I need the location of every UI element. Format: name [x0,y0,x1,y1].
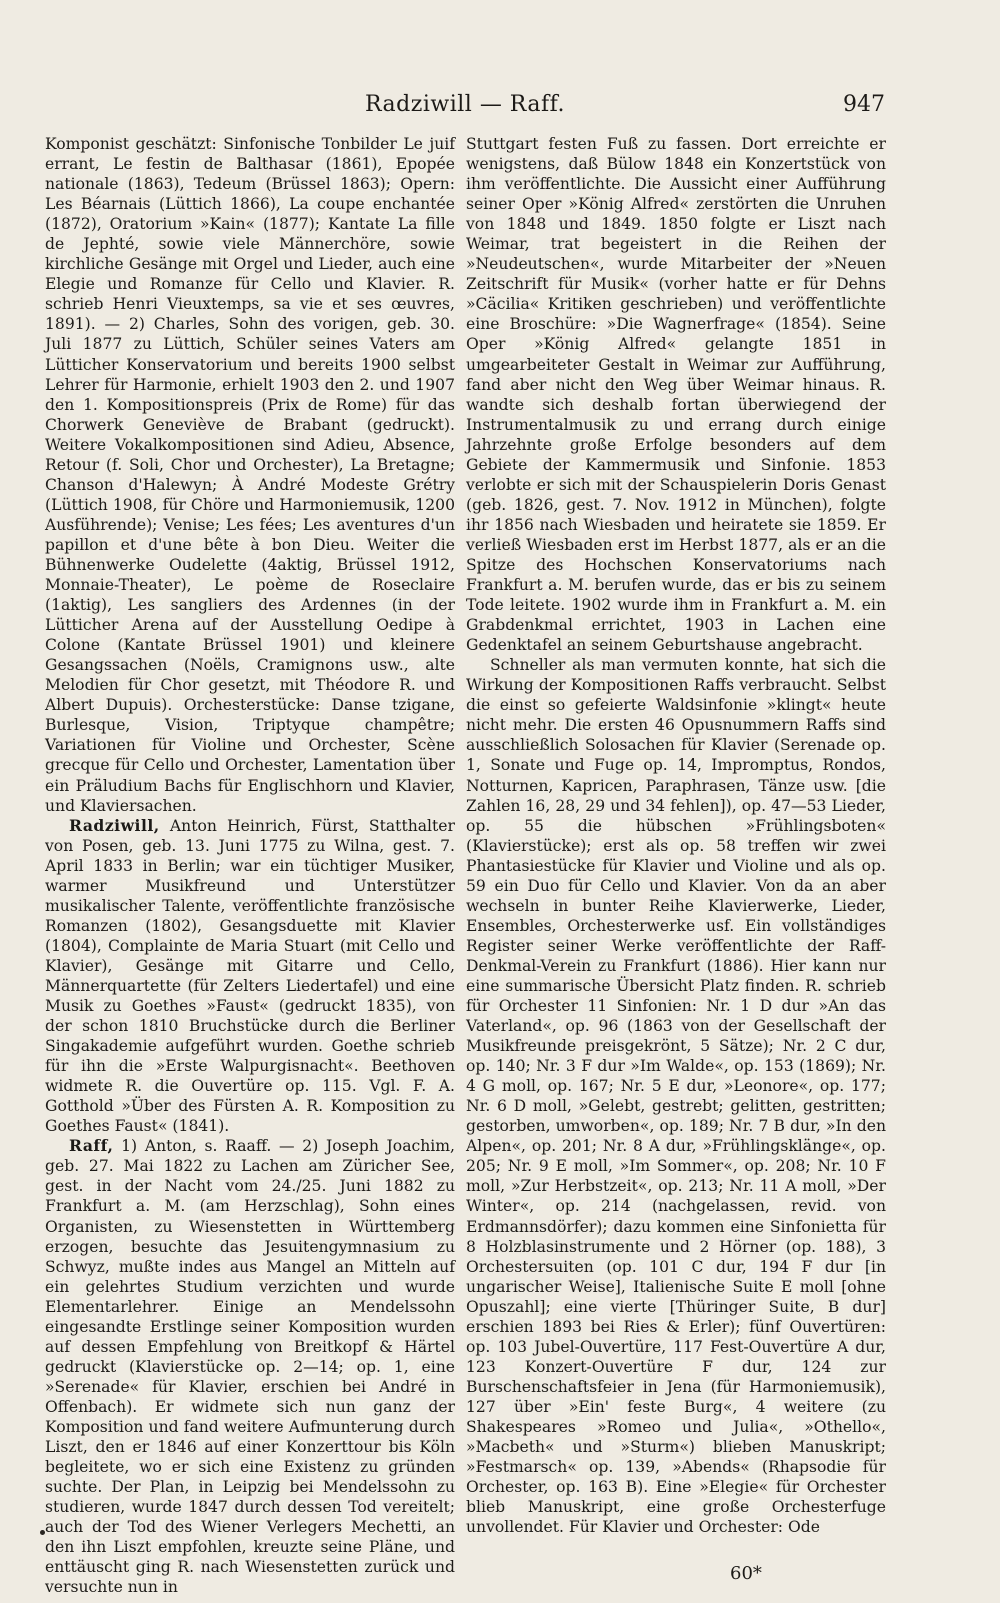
paragraph-text: Anton Heinrich, Fürst, Statthalter von Posen, geb. 13. Juni 1775 zu Wilna, gest. 7. April 1833 in Berlin; war ein tüchtiger Musiker, warmer Musikfreund und Unterstützer musikalischer Talente, veröffentlichte französische Romanzen (1802), Gesangsduette mit Klavier (1804), Complainte de Maria Stuart (mit Cello und Klavier), Gesänge mit Gitarre und Cello, Männerquartette (für Zelters Liedertafel) und eine Musik zu Goethes »Faust« (gedruckt 1835), von der schon 1810 Bruchstücke durch die Berliner Singakademie aufgeführt wurden. Goethe schrieb für ihn die »Erste Walpurgisnacht«. Beethoven widmete R. die Ouvertüre op. 115. Vgl. F. A. Gotthold »Über des Fürsten A. R. Komposition zu Goethes Faust« (1841). [45,816,455,1136]
page-header [45,92,885,122]
paragraph-text: 1) Anton, s. Raaff. — 2) Joseph Joachim, geb. 27. Mai 1822 zu Lachen am Züricher See, gest. in der Nacht vom 24./25. Juni 1882 zu Frankfurt a. M. (am Herzschlag), Sohn eines Organisten, zu Wiesenstetten in Württemberg erzogen, besuchte das Jesuitengymnasium zu Schwyz, mußte indes aus Mangel an Mitteln auf ein gelehrtes Studium verzichten und wurde Elementarlehrer. Einige an Mendelssohn eingesandte Erstlinge seiner Komposition wurden auf dessen Empfehlung von Breitkopf & Härtel gedruckt (Klavierstücke op. 2—14; op. 1, eine »Serenade« für Klavier, erschien bei André in Offenbach). Er widmete sich nun ganz der Komposition und fand weitere Aufmunterung durch Liszt, den er 1846 auf einer Konzerttour bis Köln begleitete, wo er sich eine Existenz zu gründen suchte. Der Plan, in Leipzig bei Mendelssohn zu studieren, wurde 1847 durch dessen Tod vereitelt; auch der Tod des Wiener Verlegers Mechetti, an den ihn Liszt empfohlen, kreuzte seine Pläne, und enttäuscht ging R. nach Wiesenstetten zurück und versuchte nun in [45,1137,455,1597]
left-column [45,134,455,1597]
running-title: Radziwill — Raff. [364,92,565,117]
column-divider [456,134,457,1534]
entry-raff-continued [466,134,886,655]
entry-headword: Radziwill, [69,815,160,835]
paragraph-text: Schneller als man vermuten konnte, hat sich die Wirkung der Kompositionen Raffs verbraucht. Selbst die einst so gefeierte Waldsinfonie »klingt« heute nicht mehr. Die ersten 46 Opusnummern Raffs sind ausschließlich Solosachen für Klavier (Serenade op. 1, Sonate und Fuge op. 14, Impromptus, Rondos, Notturnen, Kapricen, Paraphrasen, Tänze usw. [die Zahlen 16, 28, 29 und 34 fehlen]), op. 47—53 Lieder, op. 55 die hübschen »Frühlingsboten« (Klavierstücke); erst als op. 58 treffen wir zwei Phantasiestücke für Klavier und Violine und als op. 59 ein Duo für Cello und Klavier. Von da an aber wechseln in bunter Reihe Klavierwerke, Lieder, Ensembles, Orchesterwerke usf. Ein vollständiges Register seiner Werke veröffentlichte der Raff-Denkmal-Verein zu Frankfurt (1886). Hier kann nur eine summarische Übersicht Platz finden. R. schrieb für Orchester 11 Sinfonien: Nr. 1 D dur »An das Vaterland«, op. 96 (1863 von der Gesellschaft der Musikfreunde preisgekrönt, 5 Sätze); Nr. 2 C dur, op. 140; Nr. 3 F dur »Im Walde«, op. 153 (1869); Nr. 4 G moll, op. 167; Nr. 5 E dur, »Leonore«, op. 177; Nr. 6 D moll, »Gelebt, gestrebt; gelitten, gestritten; gestorben, umworben«, op. 189; Nr. 7 B dur, »In den Alpen«, op. 201; Nr. 8 A dur, »Frühlingsklänge«, op. 205; Nr. 9 E moll, »Im Sommer«, op. 208; Nr. 10 F moll, »Zur Herbstzeit«, op. 213; Nr. 11 A moll, »Der Winter«, op. 214 (nachgelassen, revid. von Erdmannsdörfer); dazu kommen eine Sinfonietta für 8 Holzblasinstrumente und 2 Hörner (op. 188), 3 Orchestersuiten (op. 101 C dur, 194 F dur [in ungarischer Weise], Italienische Suite E moll [ohne Opuszahl]; eine vierte [Thüringer Suite, B dur] erschien 1893 bei Ries & Erler); fünf Ouvertüren: op. 103 Jubel-Ouvertüre, 117 Fest-Ouvertüre A dur, 123 Konzert-Ouvertüre F dur, 124 zur Burschenschaftsfeier in Jena (für Harmoniemusik), 127 über »Ein' feste Burg«, 4 weitere (zu Shakespeares »Romeo und Julia«, »Othello«, »Macbeth« und »Sturm«) blieben Manuskript; »Festmarsch« op. 139, »Abends« (Rhapsodie für Orchester, op. 163 B). Eine »Elegie« für Orchester blieb Manuskript, eine große Orchesterfuge unvollendet. Für Klavier und Orchester: Ode [466,656,886,1537]
paragraph-text: Stuttgart festen Fuß zu fassen. Dort erreichte er wenigstens, daß Bülow 1848 ein Konzertstück von ihm veröffentlichte. Die Aussicht einer Aufführung seiner Oper »König Alfred« zerstörten die Unruhen von 1848 und 1849. 1850 folgte er Liszt nach Weimar, trat begeistert in die Reihen der »Neudeutschen«, wurde Mitarbeiter der »Neuen Zeitschrift für Musik« (vorher hatte er für Dehns »Cäcilia« Kritiken geschrieben) und veröffentlichte eine Broschüre: »Die Wagnerfrage« (1854). Seine Oper »König Alfred« gelangte 1851 in umgearbeiteter Gestalt in Weimar zur Aufführung, fand aber nicht den Weg über Weimar hinaus. R. wandte sich deshalb fortan überwiegend der Instrumentalmusik zu und errang durch einige Jahrzehnte große Erfolge besonders auf dem Gebiete der Kammermusik und Sinfonie. 1853 verlobte er sich mit der Schauspielerin Doris Genast (geb. 1826, gest. 7. Nov. 1912 in München), folgte ihr 1856 nach Wiesbaden und heiratete sie 1859. Er verließ Wiesbaden erst im Herbst 1877, als er an die Spitze des Hochschen Konservatoriums nach Frankfurt a. M. berufen wurde, das er bis zu seinem Tode leitete. 1902 wurde ihm in Frankfurt a. M. ein Grabdenkmal errichtet, 1903 in Lachen eine Gedenktafel an seinem Geburtshause angebracht. [466,135,886,655]
right-column [466,134,886,1537]
ink-spot [40,1530,45,1535]
entry-radziwill [45,816,455,1137]
entry-raff-works [466,655,886,1537]
page-number: 947 [843,92,885,117]
paragraph-text: Komponist geschätzt: Sinfonische Tonbilder Le juif errant, Le festin de Balthasar (1861), Epopée nationale (1863), Tedeum (Brüssel 1863); Opern: Les Béarnais (Lüttich 1866), La coupe enchantée (1872), Oratorium »Kain« (1877); Kantate La fille de Jephté, sowie viele Männerchöre, sowie kirchliche Gesänge mit Orgel und Lieder, auch eine Elegie und Romanze für Cello und Klavier. R. schrieb Henri Vieuxtemps, sa vie et ses œuvres, 1891). — 2) Charles, Sohn des vorigen, geb. 30. Juli 1877 zu Lüttich, Schüler seines Vaters am Lütticher Konservatorium und bereits 1900 selbst Lehrer für Harmonie, erhielt 1903 den 2. und 1907 den 1. Kompositionspreis (Prix de Rome) für das Chorwerk Geneviève de Brabant (gedruckt). Weitere Vokalkompositionen sind Adieu, Absence, Retour (f. Soli, Chor und Orchester), La Bretagne; Chanson d'Halewyn; À André Modeste Grétry (Lüttich 1908, für Chöre und Harmoniemusik, 1200 Ausführende); Venise; Les fées; Les aventures d'un papillon et d'une bête à bon Dieu. Weiter die Bühnenwerke Oudelette (4aktig, Brüssel 1912, Monnaie-Theater), Le poème de Roseclaire (1aktig), Les sangliers des Ardennes (in der Lütticher Arena auf der Ausstellung Oedipe à Colone (Kantate Brüssel 1901) und kleinere Gesangssachen (Noëls, Cramignons usw., alte Melodien für Chor gesetzt, mit Théodore R. und Albert Dupuis). Orchesterstücke: Danse tzigane, Burlesque, Vision, Triptyque champêtre; Variationen für Violine und Orchester, Scène grecque für Cello und Orchester, Lamentation über ein Präludium Bachs für Englischhorn und Klavier, und Klaviersachen. [45,135,455,815]
entry-headword: Raff, [69,1136,114,1156]
entry-continuation-radoux [45,134,455,816]
entry-raff [45,1136,455,1597]
signature-mark: 60* [730,1563,762,1584]
